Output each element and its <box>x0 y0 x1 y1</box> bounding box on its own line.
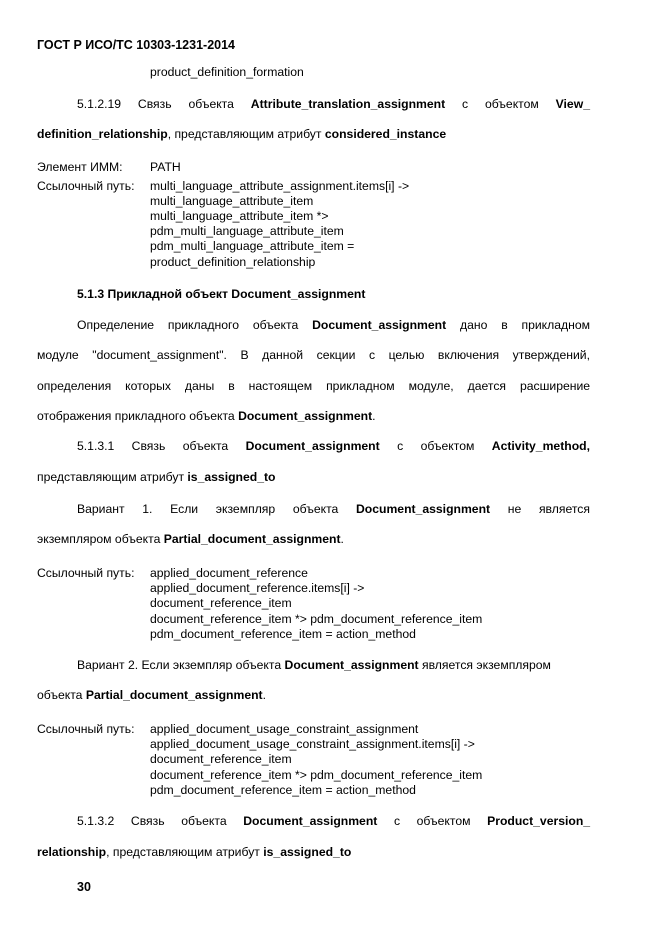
section-5-1-3-1-line2: представляющим атрибут is_assigned_to <box>37 470 276 484</box>
paragraph-line: определения которых даны в настоящем прикладном модуле, дается расширение <box>37 379 591 393</box>
element-value: PATH <box>150 160 181 174</box>
ref-path-line: pdm_document_reference_item = action_method <box>150 627 416 641</box>
ref-path-line: applied_document_usage_constraint_assignment <box>150 722 419 736</box>
paragraph-line: Определение прикладного объекта Document_assignment дано в прикладном <box>77 318 591 332</box>
section-5-1-3-2-line2: relationship, представляющим атрибут is_assigned_to <box>37 845 352 859</box>
ref-path-line: pdm_multi_language_attribute_item = <box>150 239 355 253</box>
variant-2-line1: Вариант 2. Если экземпляр объекта Document_assignment является экземпляром <box>77 658 551 672</box>
ref-path-line: pdm_document_reference_item = action_method <box>150 783 416 797</box>
ref-path-line: document_reference_item *> pdm_document_reference_item <box>150 612 483 626</box>
ref-path-label: Ссылочный путь: <box>37 566 135 580</box>
section-5-1-3-2-line1: 5.1.3.2 Связь объекта Document_assignment с объектом Product_version_ <box>77 814 591 828</box>
section-5-1-3-1-line1: 5.1.3.1 Связь объекта Document_assignment с объектом Activity_method, <box>77 439 590 453</box>
paragraph-line: отображения прикладного объекта Document_assignment. <box>37 409 376 423</box>
ref-path-line: product_definition_relationship <box>150 255 316 269</box>
element-label: Элемент ИММ: <box>37 160 123 174</box>
ref-path-line: multi_language_attribute_item *> <box>150 209 329 223</box>
page-number: 30 <box>77 880 91 894</box>
variant-1-line1: Вариант 1. Если экземпляр объекта Document_assignment не является <box>77 502 590 516</box>
paragraph-line: модуле "document_assignment". В данной секции с целью включения утверждений, <box>37 348 591 362</box>
ref-path-line: multi_language_attribute_item <box>150 194 314 208</box>
ref-path-line: pdm_multi_language_attribute_item <box>150 224 344 238</box>
ref-path-line: document_reference_item <box>150 596 292 610</box>
variant-1-line2: экземпляром объекта Partial_document_assignment. <box>37 532 344 546</box>
ref-path-line: document_reference_item *> pdm_document_reference_item <box>150 768 483 782</box>
ref-path-label: Ссылочный путь: <box>37 722 135 736</box>
ref-path-label: Ссылочный путь: <box>37 179 135 193</box>
ref-path-line: applied_document_reference <box>150 566 308 580</box>
ref-path-line: multi_language_attribute_assignment.items[i] -> <box>150 179 410 193</box>
continuation-line: product_definition_formation <box>150 65 304 79</box>
ref-path-line: document_reference_item <box>150 752 292 766</box>
ref-path-line: applied_document_usage_constraint_assignment.items[i] -> <box>150 737 475 751</box>
variant-2-line2: объекта Partial_document_assignment. <box>37 688 266 702</box>
section-5-1-2-19-line2: definition_relationship, представляющим атрибут considered_instance <box>37 127 447 141</box>
ref-path-line: applied_document_reference.items[i] -> <box>150 581 365 595</box>
section-5-1-3-heading: 5.1.3 Прикладной объект Document_assignment <box>77 287 366 301</box>
page-header: ГОСТ Р ИСО/ТС 10303-1231-2014 <box>37 38 236 52</box>
section-5-1-2-19-line1: 5.1.2.19 Связь объекта Attribute_translation_assignment с объектом View_ <box>77 97 590 111</box>
